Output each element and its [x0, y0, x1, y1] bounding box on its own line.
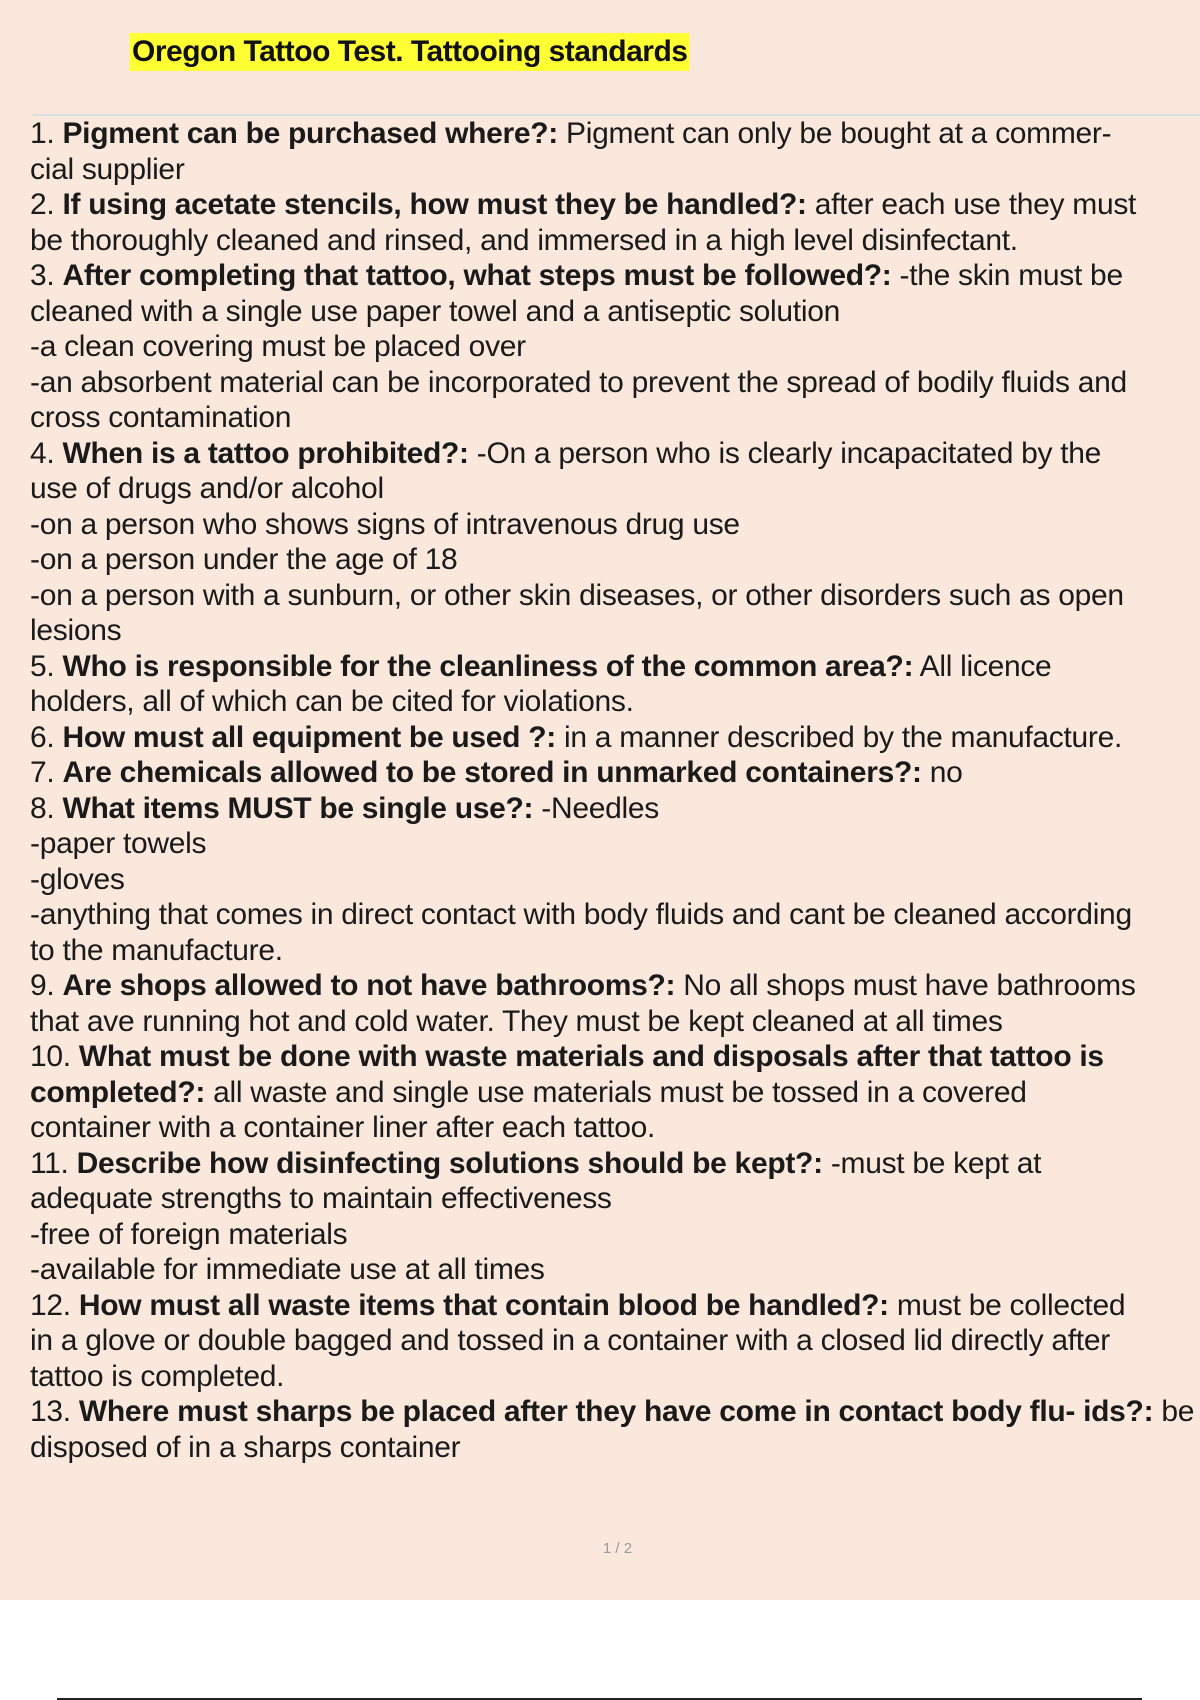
qa-answer-line: must be collected [896, 1288, 1126, 1322]
qa-answer-line: All licence [919, 649, 1052, 683]
qa-number: 2. [30, 188, 55, 221]
qa-answer-line: cross contamination [30, 401, 292, 434]
qa-number: 10. [30, 1040, 71, 1073]
qa-answer-line: container with a container liner after each tattoo. [30, 1111, 656, 1144]
qa-answer-line: No all shops must have bathrooms [683, 969, 1136, 1002]
qa-answer-line: be disposed of in a sharps container [30, 1395, 1195, 1464]
qa-answer-line: holders, all of which can be cited for violations. [30, 685, 634, 718]
qa-answer-line: -Needles [541, 791, 659, 825]
qa-item [30, 1039, 1200, 1146]
qa-number: 5. [30, 649, 55, 683]
qa-answer-line: -on a person under the age of 18 [30, 543, 458, 576]
qa-answer-line: -an absorbent material can be incorporated to prevent the spread of bodily fluids and [30, 365, 1127, 399]
qa-item [30, 1394, 1200, 1465]
qa-number: 11. [30, 1146, 69, 1180]
qa-question: Where must sharps be placed after they have come in contact body flu- ids?: [78, 1395, 1154, 1428]
qa-item [30, 720, 1200, 756]
qa-question: Are chemicals allowed to be stored in unmarked containers?: [62, 756, 922, 789]
qa-question: How must all waste items that contain blood be handled?: [78, 1288, 889, 1322]
qa-answer-line: -On a person who is clearly incapacitated by the [476, 436, 1102, 470]
qa-answer-line: cial supplier [30, 152, 185, 186]
qa-item [30, 436, 1200, 649]
qa-answer-line: -free of foreign materials [30, 1217, 348, 1251]
qa-answer-line: use of drugs and/or alcohol [30, 472, 384, 505]
qa-question: Pigment can be purchased where?: [62, 117, 558, 150]
qa-answer-line: in a manner described by the manufacture. [564, 720, 1123, 754]
qa-answer-line: -gloves [30, 862, 125, 896]
qa-item [30, 116, 1200, 187]
qa-item [30, 1146, 1200, 1288]
qa-answer-line: -paper towels [30, 827, 207, 860]
qa-item [30, 968, 1200, 1039]
title-block [130, 33, 690, 71]
qa-answer-line: lesions [30, 614, 122, 647]
qa-number: 7. [30, 756, 55, 789]
qa-answer-line: that ave running hot and cold water. They must be kept cleaned at all times [30, 1004, 1003, 1038]
qa-number: 13. [30, 1395, 71, 1428]
qa-answer-line: -the skin must be [899, 259, 1123, 292]
qa-question: How must all equipment be used ?: [62, 720, 556, 754]
qa-answer-line: -on a person with a sunburn, or other skin diseases, or other disorders such as open [30, 578, 1124, 612]
qa-answer-line: after each use they must [814, 188, 1137, 221]
qa-number: 12. [30, 1288, 71, 1322]
qa-question: Who is responsible for the cleanliness of the common area?: [62, 649, 914, 683]
qa-question: After completing that tattoo, what steps must be followed?: [62, 259, 892, 292]
qa-answer-line: cleaned with a single use paper towel and a antiseptic solution [30, 294, 840, 328]
qa-question: When is a tattoo prohibited?: [62, 436, 469, 470]
qa-answer-line: to the manufacture. [30, 933, 283, 967]
qa-question: Describe how disinfecting solutions should be kept?: [76, 1146, 823, 1180]
qa-number: 1. [30, 117, 55, 150]
page-number: 1 / 2 [602, 1540, 633, 1557]
qa-item [30, 258, 1200, 436]
qa-number: 8. [30, 791, 55, 825]
qa-question: If using acetate stencils, how must they be handled?: [62, 188, 807, 221]
qa-answer-line: no [929, 756, 963, 789]
qa-item [30, 649, 1200, 720]
qa-answer-line: tattoo is completed. [30, 1359, 285, 1393]
qa-number: 4. [30, 436, 55, 470]
qa-number: 9. [30, 969, 55, 1002]
qa-answer-line: adequate strengths to maintain effectiveness [30, 1182, 612, 1215]
qa-answer-line: all waste and single use materials must be tossed in a covered [213, 1075, 1027, 1109]
qa-number: 6. [30, 720, 55, 754]
qa-answer-line: -a clean covering must be placed over [30, 330, 526, 363]
qa-answer-line: in a glove or double bagged and tossed in a container with a closed lid directly after [30, 1324, 1110, 1357]
qa-answer-line: -must be kept at [830, 1146, 1042, 1180]
qa-answer-line: -on a person who shows signs of intravenous drug use [30, 507, 740, 541]
qa-answer-line: Pigment can only be bought at a commer- [566, 117, 1112, 150]
qa-list [30, 116, 1200, 1465]
qa-answer-line: be thoroughly cleaned and rinsed, and immersed in a high level disinfectant. [30, 223, 1018, 257]
qa-question: What items MUST be single use?: [62, 791, 534, 825]
qa-number: 3. [30, 259, 55, 292]
qa-item [30, 187, 1200, 258]
qa-answer-line: -anything that comes in direct contact with body fluids and cant be cleaned according [30, 898, 1132, 931]
qa-question: Are shops allowed to not have bathrooms?: [62, 969, 676, 1002]
qa-item [30, 755, 1200, 791]
page-title: Oregon Tattoo Test. Tattooing standards [130, 33, 690, 71]
qa-item [30, 791, 1200, 969]
qa-item [30, 1288, 1200, 1395]
qa-answer-line: -available for immediate use at all times [30, 1253, 545, 1286]
qa-question: What must be done with waste materials and disposals after that tattoo is completed?: [30, 1040, 1104, 1109]
